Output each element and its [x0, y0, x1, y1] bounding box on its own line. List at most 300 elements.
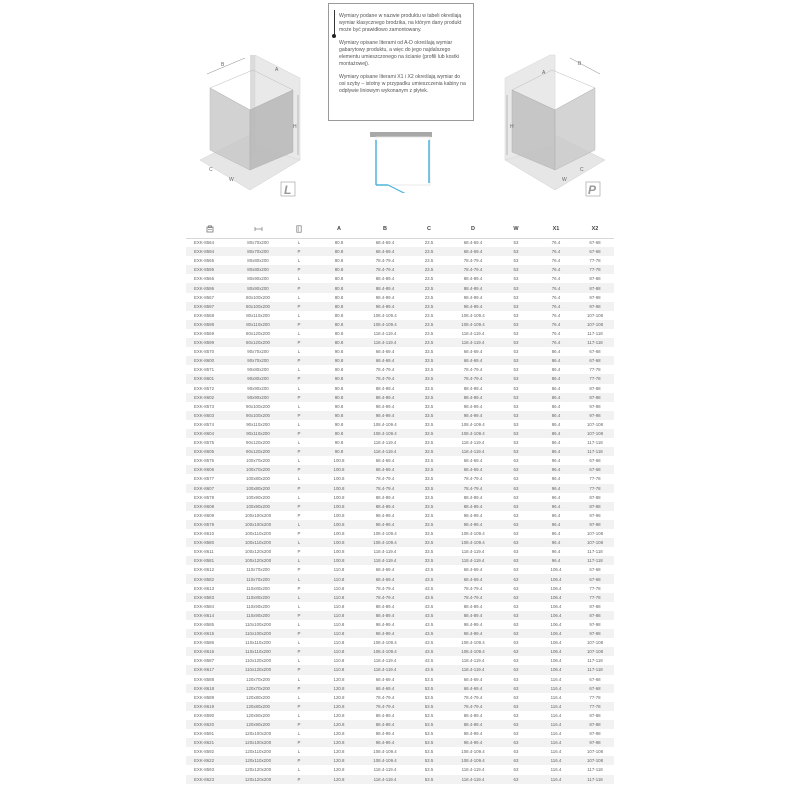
- cell-x1: 96.4: [551, 512, 561, 518]
- cell-product-code: EXK-8589: [194, 694, 215, 700]
- cell-d: 88.4-89.4: [463, 494, 483, 500]
- cell-dimensions: 100x100x200: [244, 512, 272, 518]
- cell-w: 63: [513, 658, 519, 664]
- cell-x1: 116.4: [536, 684, 576, 693]
- table-row: [186, 565, 614, 574]
- cell-d: 118.4-119.4: [461, 330, 485, 336]
- cell-side: L: [282, 556, 316, 565]
- cell-w: 53: [496, 356, 536, 365]
- cell-product-code: EXK-8568: [194, 312, 215, 318]
- cell-x2: 117-118: [587, 767, 603, 773]
- cell-dimensions: 90x100x200: [246, 403, 270, 409]
- cell-b: 78.4-79.4: [362, 265, 408, 274]
- cell-x2: 97-98: [576, 629, 614, 638]
- cell-dimensions: 100x110x200: [234, 538, 282, 547]
- cell-x2: 117-118: [576, 447, 614, 456]
- cell-x2: 107-108: [576, 647, 614, 656]
- cell-side: P: [297, 567, 301, 573]
- cell-x1: 116.4: [536, 756, 576, 765]
- cell-w: 63: [513, 476, 519, 482]
- cell-product-code: EXK-8581: [186, 556, 234, 565]
- cell-product-code: EXK-8603: [186, 411, 234, 420]
- cell-product-code: EXK-8611: [194, 549, 214, 555]
- cell-dimensions: 100x100x200: [234, 520, 282, 529]
- cell-x2: 67-68: [576, 356, 614, 365]
- cell-product-code: EXK-8599: [186, 338, 234, 347]
- cell-dimensions: 90x90x200: [234, 393, 282, 402]
- cell-x2: 117-118: [576, 775, 614, 784]
- header-a: A: [316, 220, 362, 238]
- table-row: [186, 338, 614, 347]
- cell-w: 53: [513, 367, 519, 373]
- cell-x2: 97-98: [576, 520, 614, 529]
- cell-a: 80.8: [316, 247, 362, 256]
- cell-side: P: [282, 447, 316, 456]
- cell-side: P: [282, 738, 316, 747]
- cell-c: 33.5: [408, 374, 450, 383]
- table-row: [186, 638, 614, 647]
- cell-a: 80.8: [334, 294, 344, 300]
- cell-dimensions: 120x100x200: [234, 738, 282, 747]
- cell-product-code: EXK-8621: [186, 738, 234, 747]
- cell-product-code: EXK-8588: [194, 676, 215, 682]
- cell-side: P: [282, 374, 316, 383]
- cell-x2: 107-108: [586, 640, 604, 646]
- cell-a: 110.8: [333, 585, 345, 591]
- cell-d: 118.4-119.4: [450, 556, 496, 565]
- cell-dimensions: 90x110x200: [246, 421, 270, 427]
- cell-c: 33.5: [424, 349, 434, 355]
- cell-d: 68.4-69.4: [450, 574, 496, 583]
- cell-dimensions: 110x80x200: [246, 585, 270, 591]
- cell-a: 90.8: [334, 440, 344, 446]
- cell-dimensions: 110x120x200: [244, 658, 272, 664]
- cell-w: 63: [513, 603, 519, 609]
- cell-a: 120.8: [316, 684, 362, 693]
- cell-x1: 96.4: [536, 502, 576, 511]
- cell-x2: 87-88: [589, 603, 601, 609]
- cell-side: P: [282, 393, 316, 402]
- cell-c: 33.5: [408, 411, 450, 420]
- cell-dimensions: 110x90x200: [234, 611, 282, 620]
- table-row: [186, 584, 614, 593]
- cell-b: 108.4-109.4: [362, 538, 408, 547]
- cell-d: 118.4-119.4: [450, 338, 496, 347]
- cell-w: 53: [513, 330, 519, 336]
- cell-dimensions: 80x70x200: [234, 247, 282, 256]
- cell-side: P: [282, 265, 316, 274]
- cell-x2: 77-78: [576, 593, 614, 602]
- cell-dimensions: 90x80x200: [234, 374, 282, 383]
- cell-product-code: EXK-8622: [186, 756, 234, 765]
- cell-c: 23.5: [408, 302, 450, 311]
- table-row: [186, 738, 614, 747]
- cell-x1: 116.4: [536, 775, 576, 784]
- cell-a: 90.8: [334, 367, 344, 373]
- cell-c: 43.5: [408, 647, 450, 656]
- table-row: [186, 720, 614, 729]
- cell-x2: 107-108: [576, 429, 614, 438]
- cell-product-code: EXK-8590: [194, 712, 215, 718]
- cell-x1: 76.4: [551, 240, 561, 246]
- cell-c: 33.5: [408, 484, 450, 493]
- cell-x1: 76.4: [551, 312, 561, 318]
- cell-b: 118.4-119.4: [362, 556, 408, 565]
- table-row: [186, 602, 614, 611]
- cell-b: 108.4-109.4: [362, 429, 408, 438]
- cell-product-code: EXK-8608: [186, 502, 234, 511]
- table-row: [186, 775, 614, 784]
- cell-x1: 86.4: [551, 421, 561, 427]
- cell-x2: 107-108: [586, 749, 604, 755]
- cell-product-code: EXK-8584: [194, 603, 215, 609]
- cell-d: 108.4-109.4: [461, 640, 485, 646]
- cell-x1: 106.4: [550, 621, 562, 627]
- cell-c: 43.5: [424, 567, 434, 573]
- cell-side: P: [282, 756, 316, 765]
- label-h: H: [510, 124, 514, 130]
- cell-x1: 116.4: [536, 720, 576, 729]
- cell-a: 80.8: [334, 276, 344, 282]
- cell-b: 118.4-119.4: [362, 775, 408, 784]
- cell-x2: 87-88: [589, 712, 601, 718]
- cell-a: 90.8: [316, 393, 362, 402]
- cell-dimensions: 120x80x200: [246, 694, 270, 700]
- cell-w: 63: [513, 494, 519, 500]
- table-row: [186, 511, 614, 520]
- cell-w: 53: [496, 447, 536, 456]
- cell-dimensions: 90x70x200: [234, 356, 282, 365]
- cell-d: 78.4-79.4: [450, 265, 496, 274]
- cell-product-code: EXK-8596: [186, 283, 234, 292]
- cell-x1: 86.4: [536, 447, 576, 456]
- cell-x1: 86.4: [536, 374, 576, 383]
- cell-w: 63: [496, 738, 536, 747]
- cell-b: 88.4-89.4: [375, 385, 395, 391]
- cell-side: P: [282, 502, 316, 511]
- cell-a: 110.8: [316, 665, 362, 674]
- cell-d: 108.4-109.4: [450, 429, 496, 438]
- cell-side: L: [297, 603, 301, 609]
- cell-d: 88.4-89.4: [450, 720, 496, 729]
- cell-side: L: [297, 385, 301, 391]
- cell-b: 78.4-79.4: [375, 367, 395, 373]
- table-row: [186, 520, 614, 529]
- cell-side: P: [282, 684, 316, 693]
- cell-c: 23.5: [424, 240, 434, 246]
- cell-d: 98.4-99.4: [450, 738, 496, 747]
- cell-x2: 67-68: [576, 574, 614, 583]
- cell-b: 98.4-99.4: [375, 731, 395, 737]
- cell-d: 108.4-109.4: [450, 320, 496, 329]
- cell-side: P: [282, 356, 316, 365]
- cell-x2: 117-118: [587, 549, 603, 555]
- label-w: W: [562, 177, 567, 183]
- cell-d: 118.4-119.4: [450, 665, 496, 674]
- door-side-icon: [296, 225, 302, 233]
- cell-side: L: [297, 767, 301, 773]
- cell-side: L: [297, 476, 301, 482]
- cell-a: 90.8: [334, 421, 344, 427]
- info-box: [328, 3, 474, 121]
- cell-product-code: EXK-8586: [194, 640, 215, 646]
- cell-x2: 97-98: [589, 621, 601, 627]
- cell-b: 88.4-89.4: [362, 502, 408, 511]
- cell-side: L: [297, 312, 301, 318]
- cell-d: 78.4-79.4: [450, 593, 496, 602]
- cell-d: 98.4-99.4: [450, 520, 496, 529]
- table-row: [186, 665, 614, 674]
- cell-b: 68.4-69.4: [362, 247, 408, 256]
- cell-x1: 86.4: [536, 411, 576, 420]
- cell-x2: 107-108: [576, 756, 614, 765]
- cell-w: 63: [496, 720, 536, 729]
- cell-product-code: EXK-8610: [194, 531, 215, 537]
- cell-product-code: EXK-8620: [186, 720, 234, 729]
- cell-dimensions: 110x110x200: [245, 640, 271, 646]
- header-x1: X1: [536, 220, 576, 238]
- cell-w: 63: [513, 749, 519, 755]
- cell-product-code: EXK-8565: [194, 258, 215, 264]
- cell-a: 100.8: [333, 549, 345, 555]
- cell-product-code: EXK-8574: [194, 421, 215, 427]
- cell-side: L: [297, 676, 301, 682]
- cell-product-code: EXK-8617: [186, 665, 234, 674]
- cell-x1: 96.4: [536, 520, 576, 529]
- cell-c: 53.5: [424, 694, 434, 700]
- cell-side: P: [297, 531, 301, 537]
- cell-x1: 86.4: [536, 429, 576, 438]
- cell-d: 108.4-109.4: [461, 531, 485, 537]
- cell-c: 53.5: [408, 775, 450, 784]
- cell-a: 80.8: [334, 312, 344, 318]
- label-c: C: [209, 167, 213, 173]
- cell-w: 63: [496, 702, 536, 711]
- cell-w: 63: [513, 567, 519, 573]
- cell-a: 90.8: [334, 349, 344, 355]
- cell-x2: 107-108: [586, 531, 604, 537]
- cell-x1: 76.4: [551, 330, 561, 336]
- cell-w: 63: [496, 520, 536, 529]
- table-row: [186, 647, 614, 656]
- cell-b: 78.4-79.4: [375, 476, 395, 482]
- table-row: [186, 538, 614, 547]
- cell-dimensions: 80x100x200: [246, 294, 270, 300]
- table-row: [186, 356, 614, 365]
- info-marker-line: [334, 10, 335, 36]
- cell-x1: 106.4: [536, 593, 576, 602]
- cell-x1: 106.4: [550, 567, 562, 573]
- cell-dimensions: 100x90x200: [234, 502, 282, 511]
- product-code-icon: [206, 225, 214, 233]
- cell-dimensions: 80x120x200: [246, 330, 270, 336]
- cell-w: 53: [496, 283, 536, 292]
- cell-b: 68.4-69.4: [375, 676, 395, 682]
- table-row: [186, 656, 614, 665]
- cell-w: 63: [513, 585, 519, 591]
- variant-l-badge: L: [284, 183, 292, 197]
- cell-b: 98.4-99.4: [362, 520, 408, 529]
- cell-x1: 76.4: [551, 258, 561, 264]
- cell-side: L: [297, 258, 301, 264]
- cell-dimensions: 110x70x200: [246, 567, 270, 573]
- cell-x2: 77-78: [589, 258, 601, 264]
- cell-d: 78.4-79.4: [463, 585, 483, 591]
- cell-d: 108.4-109.4: [450, 647, 496, 656]
- cell-c: 33.5: [424, 512, 434, 518]
- cell-a: 80.8: [316, 338, 362, 347]
- cell-a: 110.8: [316, 647, 362, 656]
- cell-product-code: EXK-8595: [186, 265, 234, 274]
- cell-d: 108.4-109.4: [461, 421, 485, 427]
- cell-a: 80.8: [316, 302, 362, 311]
- cell-side: P: [282, 647, 316, 656]
- cell-x1: 76.4: [536, 265, 576, 274]
- cell-dimensions: 100x110x200: [244, 531, 272, 537]
- cell-b: 98.4-99.4: [362, 629, 408, 638]
- cell-w: 53: [496, 265, 536, 274]
- cell-w: 53: [496, 320, 536, 329]
- cell-w: 63: [496, 775, 536, 784]
- table-row: [186, 393, 614, 402]
- table-row: [186, 320, 614, 329]
- cell-x1: 116.4: [550, 676, 562, 682]
- table-row: [186, 474, 614, 483]
- cell-product-code: EXK-8616: [186, 647, 234, 656]
- cell-product-code: EXK-8564: [194, 240, 215, 246]
- table-row: [186, 238, 614, 247]
- cell-side: L: [297, 712, 301, 718]
- cell-dimensions: 120x110x200: [244, 749, 272, 755]
- cell-c: 53.5: [424, 676, 434, 682]
- cell-w: 63: [513, 767, 519, 773]
- cell-d: 68.4-69.4: [463, 458, 483, 464]
- cell-c: 43.5: [408, 629, 450, 638]
- table-row: [186, 502, 614, 511]
- cell-d: 118.4-119.4: [450, 775, 496, 784]
- cell-x1: 106.4: [536, 611, 576, 620]
- cell-x1: 116.4: [550, 767, 562, 773]
- cell-x2: 77-78: [589, 585, 601, 591]
- cell-d: 68.4-69.4: [463, 349, 483, 355]
- cell-dimensions: 110x70x200: [234, 574, 282, 583]
- cell-side: L: [297, 403, 301, 409]
- cell-x1: 76.4: [536, 283, 576, 292]
- cell-dimensions: 80x80x200: [247, 258, 269, 264]
- cell-a: 110.8: [333, 621, 345, 627]
- cell-product-code: EXK-8570: [194, 349, 215, 355]
- cell-b: 98.4-99.4: [375, 403, 395, 409]
- cell-b: 108.4-109.4: [362, 756, 408, 765]
- cell-side: L: [297, 294, 301, 300]
- cell-side: L: [297, 240, 301, 246]
- cell-c: 33.5: [424, 440, 434, 446]
- cell-x1: 106.4: [550, 585, 562, 591]
- cell-d: 88.4-89.4: [463, 276, 483, 282]
- table-row: [186, 756, 614, 765]
- cell-c: 33.5: [424, 421, 434, 427]
- cell-b: 108.4-109.4: [362, 647, 408, 656]
- label-h: H: [293, 124, 297, 130]
- cell-w: 63: [496, 665, 536, 674]
- table-row: [186, 347, 614, 356]
- cell-a: 100.8: [316, 484, 362, 493]
- cell-c: 53.5: [424, 712, 434, 718]
- cell-dimensions: 90x100x200: [234, 411, 282, 420]
- cell-b: 118.4-119.4: [362, 665, 408, 674]
- cell-x1: 86.4: [536, 356, 576, 365]
- cell-c: 23.5: [408, 338, 450, 347]
- cell-c: 53.5: [424, 767, 434, 773]
- cell-x2: 97-98: [589, 731, 601, 737]
- table-row: [186, 484, 614, 493]
- cell-a: 90.8: [334, 385, 344, 391]
- cell-w: 63: [496, 611, 536, 620]
- label-b: B: [578, 61, 582, 67]
- cell-w: 63: [496, 465, 536, 474]
- cell-c: 33.5: [408, 393, 450, 402]
- cell-x1: 86.4: [551, 440, 561, 446]
- cell-a: 80.8: [316, 265, 362, 274]
- table-row: [186, 429, 614, 438]
- cell-dimensions: 120x90x200: [246, 712, 270, 718]
- cell-c: 53.5: [408, 720, 450, 729]
- cell-x1: 116.4: [536, 738, 576, 747]
- cell-w: 53: [496, 247, 536, 256]
- cell-side: L: [297, 330, 301, 336]
- cell-b: 98.4-99.4: [362, 411, 408, 420]
- cell-product-code: EXK-8591: [194, 731, 215, 737]
- cell-d: 108.4-109.4: [461, 312, 485, 318]
- cell-c: 33.5: [408, 502, 450, 511]
- dimensions-table: [186, 220, 614, 784]
- cell-w: 63: [496, 629, 536, 638]
- cell-product-code: EXK-8582: [186, 574, 234, 583]
- cell-c: 23.5: [424, 258, 434, 264]
- cell-x2: 97-98: [589, 512, 601, 518]
- table-row: [186, 493, 614, 502]
- table-row: [186, 765, 614, 774]
- cell-b: 88.4-89.4: [362, 283, 408, 292]
- cell-b: 78.4-79.4: [375, 258, 395, 264]
- cell-product-code: EXK-8566: [194, 276, 215, 282]
- label-a: A: [542, 70, 546, 76]
- cell-d: 98.4-99.4: [450, 302, 496, 311]
- cell-x2: 107-108: [576, 320, 614, 329]
- cell-a: 80.8: [316, 320, 362, 329]
- cell-product-code: EXK-8613: [194, 585, 215, 591]
- cell-a: 100.8: [333, 476, 345, 482]
- cell-side: L: [297, 621, 301, 627]
- cell-x1: 96.4: [551, 531, 561, 537]
- cell-a: 100.8: [316, 556, 362, 565]
- table-row: [186, 256, 614, 265]
- cell-x1: 86.4: [536, 393, 576, 402]
- cell-dimensions: 120x110x200: [234, 756, 282, 765]
- cell-x1: 96.4: [551, 494, 561, 500]
- cell-x2: 87-88: [576, 283, 614, 292]
- cell-d: 118.4-119.4: [461, 440, 485, 446]
- cell-c: 43.5: [424, 621, 434, 627]
- cell-dimensions: 80x110x200: [246, 312, 270, 318]
- cell-d: 88.4-89.4: [450, 283, 496, 292]
- cell-x2: 87-88: [576, 611, 614, 620]
- table-row: [186, 729, 614, 738]
- cell-w: 53: [513, 421, 519, 427]
- cell-b: 68.4-69.4: [375, 349, 395, 355]
- cell-d: 68.4-69.4: [463, 567, 483, 573]
- cell-product-code: EXK-8587: [194, 658, 215, 664]
